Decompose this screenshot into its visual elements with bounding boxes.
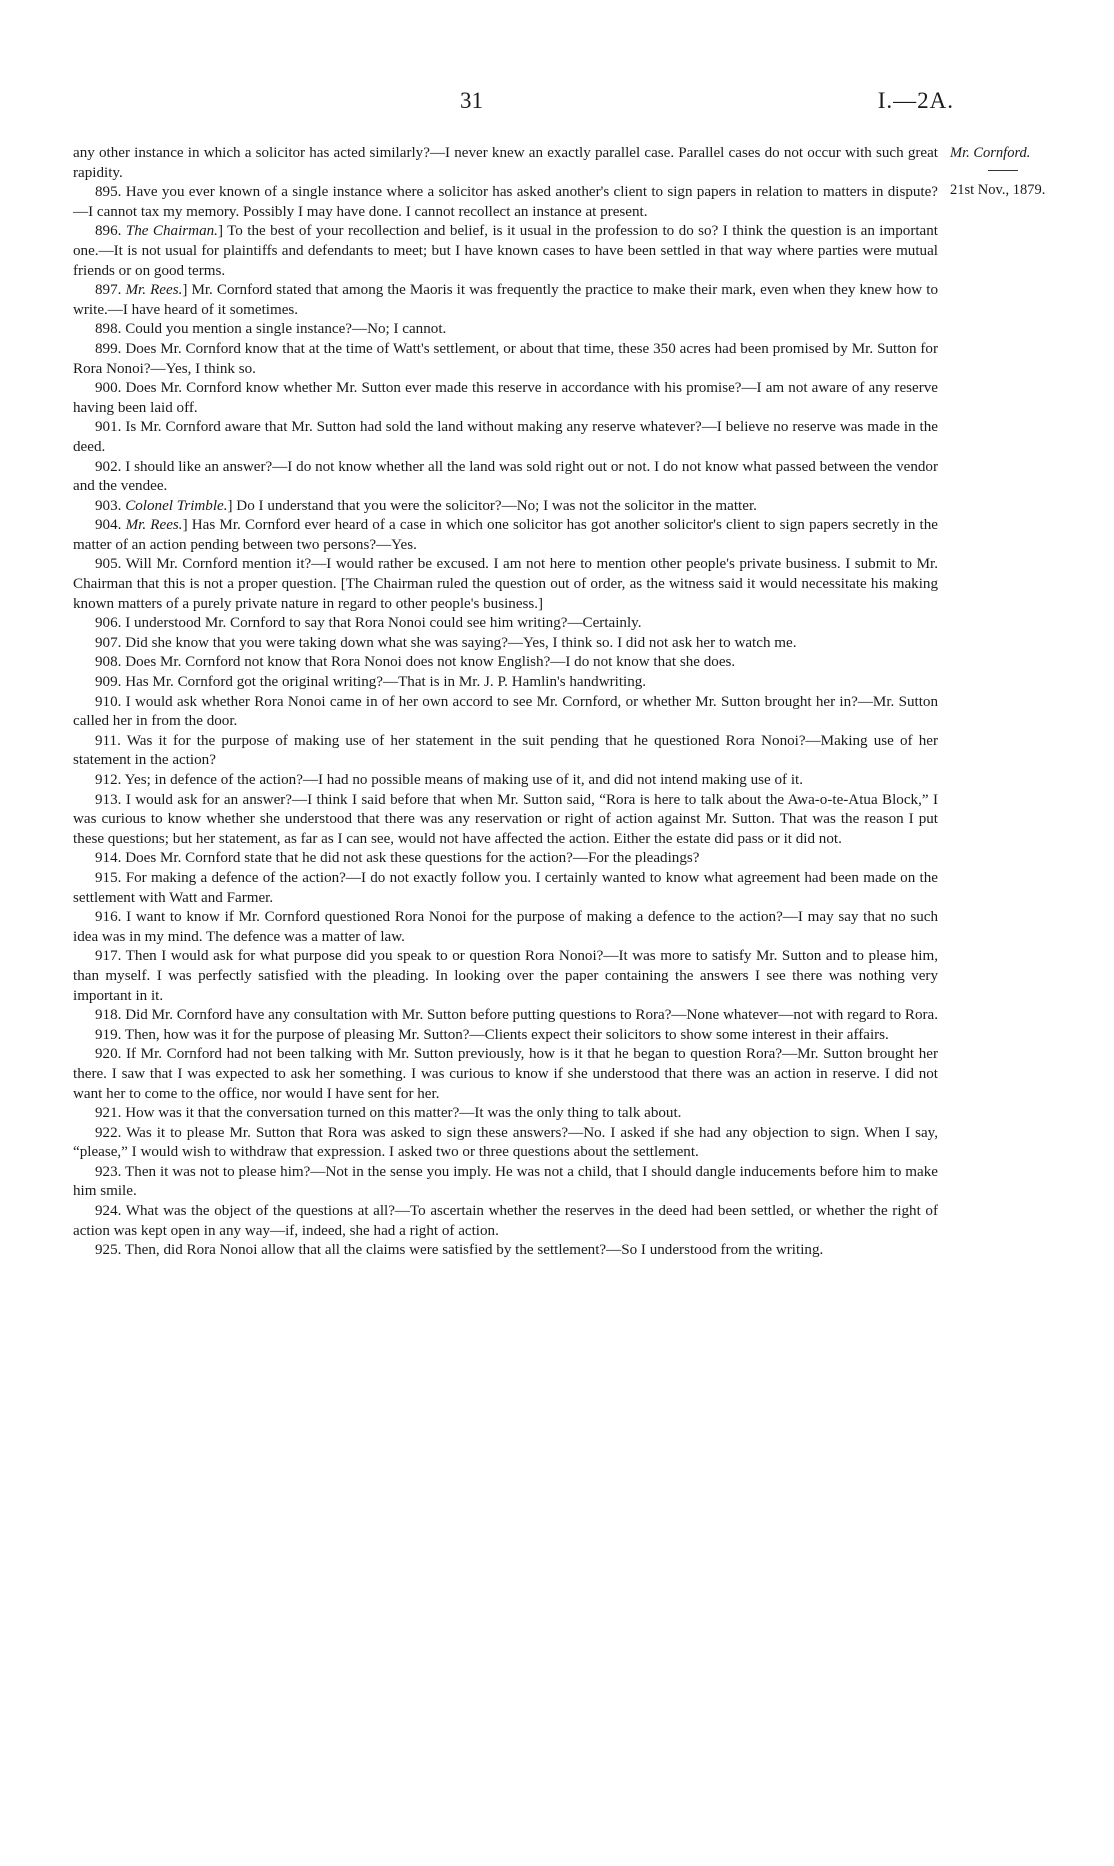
paragraph-text: 908. Does Mr. Cornford not know that Rora Nonoi does not know English?—I do not know that she does. bbox=[95, 654, 736, 671]
evidence-paragraph bbox=[73, 222, 938, 281]
evidence-paragraph bbox=[73, 144, 938, 183]
evidence-paragraph bbox=[73, 693, 938, 732]
paragraph-text: 918. Did Mr. Cornford have any consultation with Mr. Sutton before putting questions to Rora?—None whatever—not with regard to Rora. bbox=[95, 1007, 939, 1024]
evidence-paragraph bbox=[73, 869, 938, 908]
paragraph-text: 920. If Mr. Cornford had not been talking with Mr. Sutton previously, how is it that he began to question Rora?—Mr. Sutton brought her there. I saw that I was expected to ask her something. I was curious to know if she understood that there was an action in reserve. I did not want her to come to the office, nor would I have sent for her. bbox=[73, 1046, 938, 1102]
evidence-paragraph bbox=[73, 320, 938, 340]
paragraph-text: 916. I want to know if Mr. Cornford questioned Rora Nonoi for the purpose of making a defence to the action?—I may say that no such idea was in my mind. The defence was a matter of law. bbox=[73, 909, 938, 945]
evidence-paragraph bbox=[73, 908, 938, 947]
evidence-paragraph bbox=[73, 634, 938, 654]
paragraph-text: 899. Does Mr. Cornford know that at the time of Watt's settlement, or about that time, these 350 acres had been promised by Mr. Sutton for Rora Nonoi?—Yes, I think so. bbox=[73, 340, 938, 377]
evidence-paragraph bbox=[73, 1163, 938, 1202]
paragraph-text: 925. Then, did Rora Nonoi allow that all the claims were satisfied by the settlement?—So I understood from the writing. bbox=[95, 1242, 824, 1259]
question-number: 903. bbox=[95, 497, 126, 514]
evidence-paragraph bbox=[73, 1124, 938, 1163]
question-number: 897. bbox=[95, 282, 126, 299]
evidence-paragraph bbox=[73, 281, 938, 320]
evidence-paragraph bbox=[73, 771, 938, 791]
evidence-paragraph bbox=[73, 614, 938, 634]
evidence-paragraph bbox=[73, 1006, 938, 1026]
page-header bbox=[0, 88, 1114, 118]
paragraph-text: 910. I would ask whether Rora Nonoi came in of her own accord to see Mr. Cornford, or whether Mr. Sutton brought her in?—Mr. Sutton called her in from the door. bbox=[73, 693, 938, 730]
evidence-paragraph bbox=[73, 673, 938, 693]
speaker-name: The Chairman. bbox=[125, 223, 218, 240]
evidence-paragraph bbox=[73, 555, 938, 614]
page-number: 31 bbox=[460, 88, 483, 113]
document-code: I.—2A. bbox=[877, 88, 954, 113]
evidence-paragraph bbox=[73, 732, 938, 771]
paragraph-text: 924. What was the object of the questions at all?—To ascertain whether the reserves in the deed had been settled, or whether the right of action was kept open in any way—if, indeed, she had a right of action. bbox=[73, 1203, 938, 1239]
paragraph-text: 919. Then, how was it for the purpose of pleasing Mr. Sutton?—Clients expect their solicitors to show some interest in their affairs. bbox=[95, 1026, 889, 1043]
paragraph-text: 906. I understood Mr. Cornford to say that Rora Nonoi could see him writing?—Certainly. bbox=[95, 615, 642, 632]
speaker-name: Mr. Rees. bbox=[125, 517, 183, 534]
evidence-paragraph bbox=[73, 1241, 938, 1261]
evidence-paragraph bbox=[73, 947, 938, 1006]
evidence-paragraph bbox=[73, 1202, 938, 1241]
evidence-paragraph bbox=[73, 458, 938, 497]
evidence-paragraph bbox=[73, 653, 938, 673]
paragraph-text: 921. How was it that the conversation turned on this matter?—It was the only thing to talk about. bbox=[95, 1105, 682, 1122]
paragraph-text: 895. Have you ever known of a single instance where a solicitor has asked another's client to sign papers in relation to matters in dispute?—I cannot tax my memory. Possibly I may have done. I cannot recollect an instance at present. bbox=[73, 184, 938, 220]
evidence-paragraph bbox=[73, 1026, 938, 1046]
evidence-paragraph bbox=[73, 340, 938, 379]
evidence-paragraph bbox=[73, 791, 938, 850]
paragraph-text: 915. For making a defence of the action?—I do not exactly follow you. I certainly wanted to know what agreement had been made on the settlement with Watt and Farmer. bbox=[73, 869, 938, 906]
evidence-body bbox=[73, 144, 938, 1261]
evidence-paragraph bbox=[73, 418, 938, 457]
paragraph-text: 923. Then it was not to please him?—Not in the sense you imply. He was not a child, that I should dangle inducements before him to make him smile. bbox=[73, 1163, 938, 1200]
evidence-paragraph bbox=[73, 183, 938, 222]
sidenote-rule bbox=[988, 170, 1018, 171]
paragraph-text: 901. Is Mr. Cornford aware that Mr. Sutton had sold the land without making any reserve whatever?—I believe no reserve was made in the deed. bbox=[73, 419, 938, 455]
paragraph-text: 907. Did she know that you were taking down what she was saying?—Yes, I think so. I did not ask her to watch me. bbox=[95, 634, 797, 651]
sidenote-date: 21st Nov., 1879. bbox=[950, 182, 1046, 198]
paragraph-text: 913. I would ask for an answer?—I think I said before that when Mr. Sutton said, “Rora is here to talk about the Awa-o-te-Atua Block,” I was curious to know whether she understood that there was any reservation or right of action against Mr. Sutton. That was the reason I put these questions; but her statement, as far as I can see, would not have affected the action. Either the estate did pass or it did not. bbox=[73, 791, 938, 847]
evidence-paragraph bbox=[73, 497, 938, 517]
paragraph-text: 909. Has Mr. Cornford got the original writing?—That is in Mr. J. P. Hamlin's handwriting. bbox=[95, 674, 647, 691]
paragraph-text: 917. Then I would ask for what purpose did you speak to or question Rora Nonoi?—It was more to satisfy Mr. Sutton and to please him, than myself. I was perfectly satisfied with the pleading. In looking over the paper containing the answers I see there was nothing very important in it. bbox=[73, 948, 938, 1004]
evidence-paragraph bbox=[73, 849, 938, 869]
speaker-name: Colonel Trimble. bbox=[125, 497, 228, 514]
paragraph-text: ] Do I understand that you were the solicitor?—No; I was not the solicitor in the matter. bbox=[227, 497, 757, 514]
evidence-paragraph bbox=[73, 1104, 938, 1124]
speaker-name: Mr. Rees. bbox=[125, 282, 183, 299]
paragraph-text: any other instance in which a solicitor has acted similarly?—I never knew an exactly parallel case. Parallel cases do not occur with such great rapidity. bbox=[73, 145, 938, 181]
paragraph-text: 922. Was it to please Mr. Sutton that Rora was asked to sign these answers?—No. I asked if she had any objection to sign. When I say, “please,” I would wish to withdraw that expression. I asked two or three questions about the settlement. bbox=[73, 1124, 938, 1161]
evidence-paragraph bbox=[73, 379, 938, 418]
question-number: 896. bbox=[95, 223, 126, 240]
paragraph-text: 898. Could you mention a single instance?—No; I cannot. bbox=[95, 321, 447, 338]
paragraph-text: ] Mr. Cornford stated that among the Maoris it was frequently the practice to make their mark, even when they knew how to write.—I have heard of it sometimes. bbox=[73, 282, 939, 318]
paragraph-text: 902. I should like an answer?—I do not know whether all the land was sold right out or not. I do not know what passed between the vendor and the vendee. bbox=[73, 458, 938, 495]
paragraph-text: 912. Yes; in defence of the action?—I had no possible means of making use of it, and did not intend making use of it. bbox=[95, 772, 804, 788]
question-number: 904. bbox=[95, 517, 126, 534]
paragraph-text: 900. Does Mr. Cornford know whether Mr. Sutton ever made this reserve in accordance with his promise?—I am not aware of any reserve having been laid off. bbox=[73, 380, 938, 416]
evidence-paragraph bbox=[73, 516, 938, 555]
paragraph-text: 905. Will Mr. Cornford mention it?—I would rather be excused. I am not here to mention other people's private business. I submit to Mr. Chairman that this is not a proper question. [The Chairman ruled the question out of order, as the witness said it would necessitate his making known matters of a purely private nature in regard to other people's business.] bbox=[73, 556, 938, 612]
paragraph-text: ] To the best of your recollection and belief, is it usual in the profession to do so? I think the question is an important one.—It is not usual for plaintiffs and defendants to meet; but I have known cases to have been settled in that way where parties were mutual friends or on good terms. bbox=[73, 223, 938, 279]
evidence-paragraph bbox=[73, 1045, 938, 1104]
paragraph-text: 914. Does Mr. Cornford state that he did not ask these questions for the action?—For the pleadings? bbox=[95, 850, 700, 867]
paragraph-text: 911. Was it for the purpose of making use of her statement in the suit pending that he questioned Rora Nonoi?—Making use of her statement in the action? bbox=[73, 732, 938, 769]
paragraph-text: ] Has Mr. Cornford ever heard of a case in which one solicitor has got another solicitor's client to sign papers secretly in the matter of an action pending between two persons?—Yes. bbox=[73, 517, 938, 553]
sidenote-witness: Mr. Cornford. bbox=[950, 145, 1031, 161]
